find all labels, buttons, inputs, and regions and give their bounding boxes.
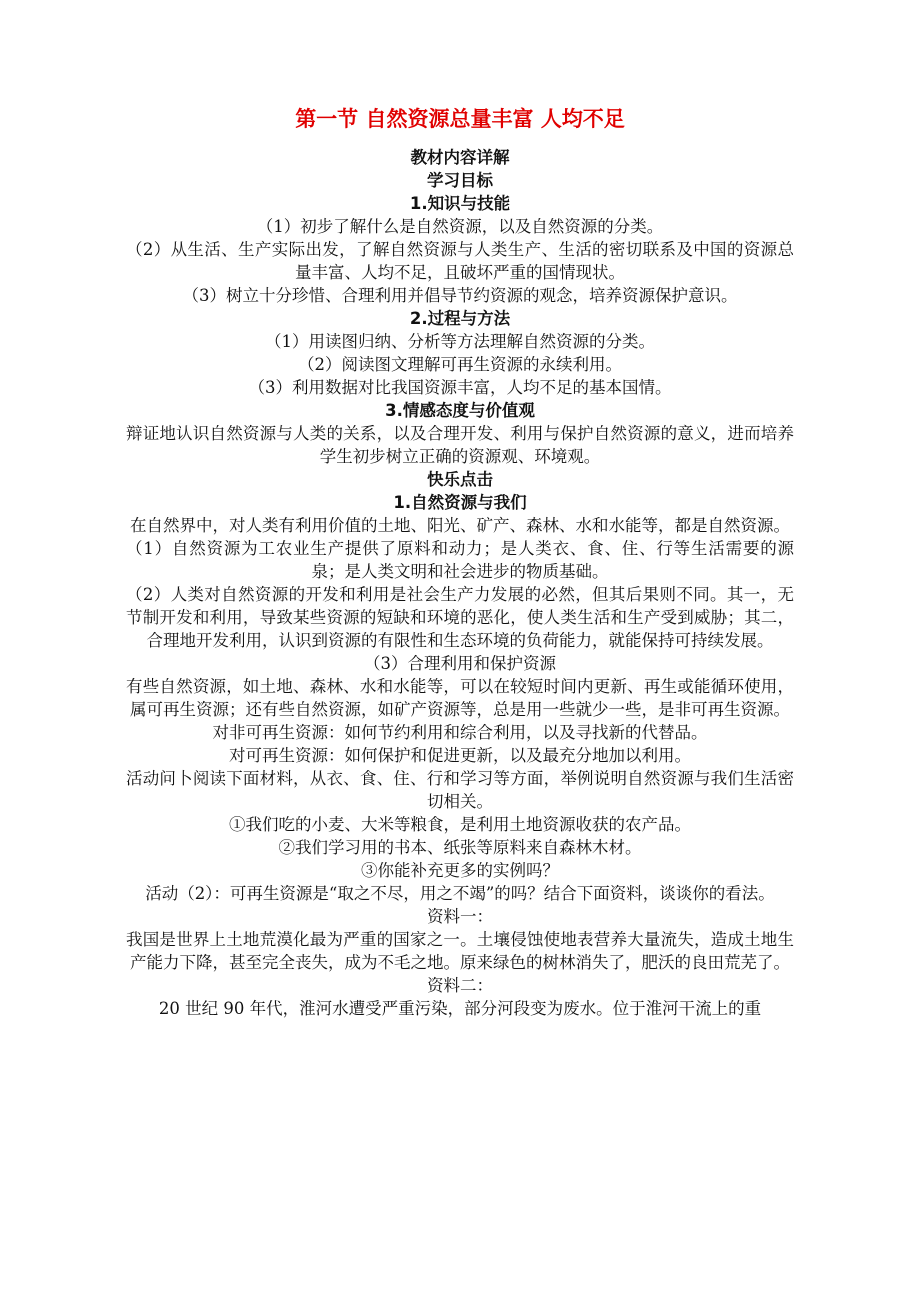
section-heading: 1.知识与技能 [409,194,511,213]
paragraph: （3）树立十分珍惜、合理利用并倡导节约资源的观念，培养资源保护意识。 [182,286,738,305]
paragraph: （1）初步了解什么是自然资源，以及自然资源的分类。 [256,217,664,236]
paragraph: 在自然界中，对人类有利用价值的土地、阳光、矿产、森林、水和水能等，都是自然资源。 [130,516,790,535]
paragraph: ③你能补充更多的实例吗？ [361,861,559,880]
paragraph: （2）阅读图文理解可再生资源的永续利用。 [298,355,622,374]
paragraph: （1）自然资源为工农业生产提供了原料和动力；是人类衣、食、住、行等生活需要的源泉；是人类文明和社会进步的物质基础。 [126,539,794,581]
section-heading: 教材内容详解 [410,148,510,167]
paragraph: 20 世纪 90 年代，淮河水遭受严重污染，部分河段变为废水。位于淮河干流上的重 [158,999,762,1018]
paragraph: 资料二： [427,976,493,995]
paragraph: ①我们吃的小麦、大米等粮食，是利用土地资源收获的农产品。 [229,815,691,834]
document-body [126,146,794,1020]
paragraph: （3）利用数据对比我国资源丰富，人均不足的基本国情。 [248,378,672,397]
section-heading: 1.自然资源与我们 [393,493,527,512]
section-heading: 3.情感态度与价值观 [385,401,535,420]
paragraph: 对可再生资源：如何保护和促进更新，以及最充分地加以利用。 [229,746,691,765]
paragraph: ②我们学习用的书本、纸张等原料来自森林木材。 [278,838,642,857]
paragraph: （1）用读图归纳、分析等方法理解自然资源的分类。 [265,332,655,351]
paragraph: 活动（2）：可再生资源是“取之不尽，用之不竭”的吗？结合下面资料，谈谈你的看法。 [145,884,775,903]
paragraph: 有些自然资源，如土地、森林、水和水能等，可以在较短时间内更新、再生或能循环使用，属可再生资源；还有些自然资源，如矿产资源等，总是用一些就少一些，是非可再生资源。 [126,677,794,719]
paragraph: 活动问卜阅读下面材料，从衣、食、住、行和学习等方面，举例说明自然资源与我们生活密切相关。 [126,769,794,811]
paragraph: （3）合理利用和保护资源 [364,654,556,673]
section-heading: 快乐点击 [427,470,493,489]
section-heading: 2.过程与方法 [409,309,511,328]
page-title: 第一节 自然资源总量丰富 人均不足 [295,107,625,131]
paragraph: 资料一： [427,907,493,926]
paragraph: 辩证地认识自然资源与人类的关系，以及合理开发、利用与保护自然资源的意义，进而培养学生初步树立正确的资源观、环境观。 [126,424,794,466]
paragraph: 我国是世界上土地荒漠化最为严重的国家之一。土壤侵蚀使地表营养大量流失，造成土地生产能力下降，甚至完全丧失，成为不毛之地。原来绿色的树林消失了，肥沃的良田荒芜了。 [126,930,794,972]
paragraph: 对非可再生资源：如何节约利用和综合利用，以及寻找新的代替品。 [212,723,708,742]
paragraph: （2）人类对自然资源的开发和利用是社会生产力发展的必然，但其后果则不同。其一，无节制开发和利用，导致某些资源的短缺和环境的恶化，使人类生活和生产受到威胁；其二，合理地开发利用，认识到资源的有限性和生态环境的负荷能力，就能保持可持续发展。 [126,585,794,650]
paragraph: （2）从生活、生产实际出发，了解自然资源与人类生产、生活的密切联系及中国的资源总量丰富、人均不足，且破坏严重的国情现状。 [126,240,794,282]
section-heading: 学习目标 [427,171,493,190]
